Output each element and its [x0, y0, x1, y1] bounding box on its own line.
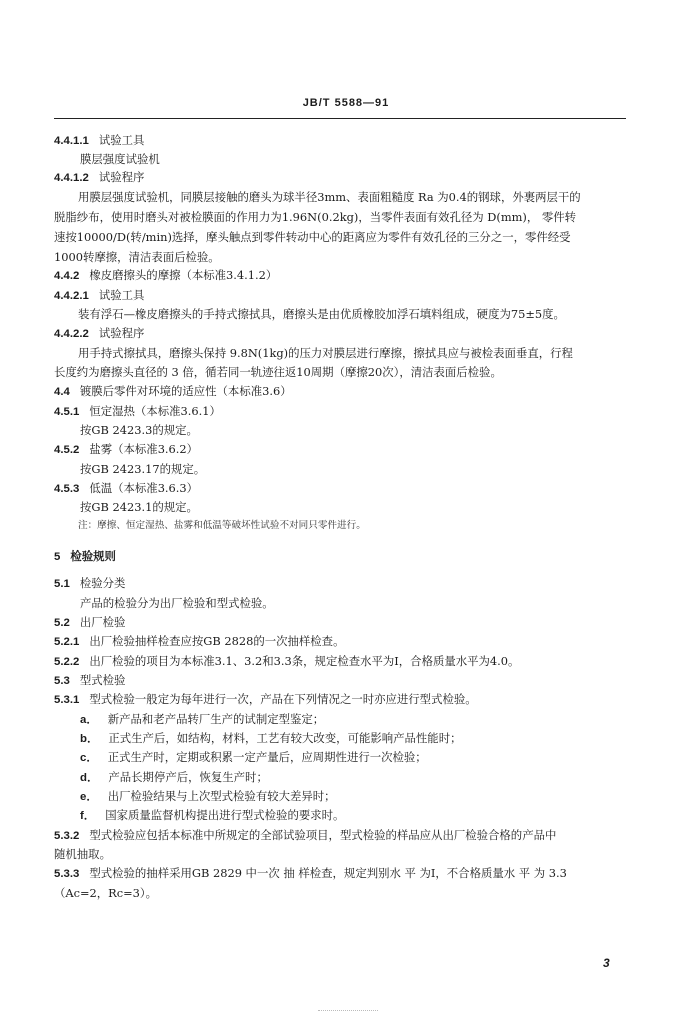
line-5-3-1: 5.3.1 型式检验一般定为每年进行一次，产品在下列情况之一时亦应进行型式检验。 [54, 692, 477, 706]
list-item-c: c． 正式生产时，定期或积累一定产量后，应周期性进行一次检验； [80, 750, 427, 764]
line-inspection-types: 产品的检验分为出厂检验和型式检验。 [80, 596, 274, 610]
line-random-sampling: 随机抽取。 [54, 847, 111, 861]
line-instrument: 膜层强度试验机 [80, 152, 160, 166]
footer-mark [318, 1010, 378, 1014]
section-5-heading: 5 检验规则 [54, 549, 116, 563]
header-rule [54, 118, 626, 119]
document-header: JB/T 5588—91 [302, 97, 390, 109]
line-ac-rc: （Ac=2，Rc=3）。 [54, 886, 158, 900]
line-4-4-1-1: 4.4.1.1 试验工具 [54, 133, 145, 147]
line-5-3-2: 5.3.2 型式检验应包括本标准中所规定的全部试验项目，型式检验的样品应从出厂检验合格的产品中 [54, 828, 557, 842]
line-para-1: 用膜层强度试验机，同膜层接触的磨头为球半径3mm、表面粗糙度 Ra 为0.4的钢球，外裹两层干的 [78, 190, 581, 204]
line-5-2: 5.2 出厂检验 [54, 615, 126, 629]
line-4-5-3: 4.5.3 低温（本标准3.6.3） [54, 481, 199, 495]
line-para-2: 脱脂纱布，使用时磨头对被检膜面的作用力为1.96N(0.2kg)，当零件表面有效孔径为 D(mm)， 零件转 [54, 210, 577, 224]
line-4-4-2-2: 4.4.2.2 试验程序 [54, 326, 145, 340]
line-5-3: 5.3 型式检验 [54, 673, 126, 687]
line-para-6: 用手持式擦拭具，磨擦头保持 9.8N(1kg)的压力对膜层进行摩擦，擦拭具应与被检表面垂直，行程 [78, 346, 573, 360]
line-para-5: 装有浮石—橡皮磨擦头的手持式擦拭具，磨擦头是由优质橡胶加浮石填料组成，硬度为75±5度。 [78, 307, 565, 321]
line-4-5-1: 4.5.1 恒定湿热（本标准3.6.1） [54, 404, 221, 418]
list-item-f: f． 国家质量监督机构提出进行型式检验的要求时。 [80, 808, 345, 822]
line-5-3-3: 5.3.3 型式检验的抽样采用GB 2829 中一次 抽 样检查，规定判别水 平 为Ⅰ，不合格质量水 平 为 3.3 [54, 866, 567, 880]
line-5-2-2: 5.2.2 出厂检验的项目为本标准3.1、3.2和3.3条，规定检查水平为Ⅰ，合格质量水平为4.0。 [54, 654, 520, 668]
line-4-5-2: 4.5.2 盐雾（本标准3.6.2） [54, 442, 199, 456]
line-5-2-1: 5.2.1 出厂检验抽样检查应按GB 2828的一次抽样检查。 [54, 634, 345, 648]
list-item-a: a． 新产品和老产品转厂生产的试制定型鉴定； [80, 712, 325, 726]
line-4-4: 4.4 镀膜后零件对环境的适应性（本标准3.6） [54, 384, 292, 398]
line-gb-2423-1: 按GB 2423.1的规定。 [80, 500, 198, 514]
list-item-e: e． 出厂检验结果与上次型式检验有较大差异时； [80, 789, 336, 803]
list-item-b: b． 正式生产后，如结构，材料，工艺有较大改变，可能影响产品性能时； [80, 731, 462, 745]
line-5-1: 5.1 检验分类 [54, 576, 126, 590]
list-item-d: d． 产品长期停产后，恢复生产时； [80, 770, 268, 784]
line-para-4: 1000转摩擦，清洁表面后检验。 [54, 250, 220, 264]
line-4-4-1-2: 4.4.1.2 试验程序 [54, 170, 145, 184]
line-para-3: 速按10000/D(转/min)选择，摩头触点到零件转动中心的距离应为零件有效孔径的三分之一，零件经受 [54, 230, 571, 244]
line-para-7: 长度约为磨擦头直径的 3 倍，循若同一轨迹往返10周期（摩擦20次），清洁表面后检验。 [54, 365, 502, 379]
note-destructive-tests: 注：摩擦、恒定湿热、盐雾和低温等破坏性试验不对同只零件进行。 [78, 520, 366, 531]
line-4-4-2-1: 4.4.2.1 试验工具 [54, 288, 145, 302]
line-gb-2423-17: 按GB 2423.17的规定。 [80, 462, 206, 476]
line-4-4-2: 4.4.2 橡皮磨擦头的摩擦（本标准3.4.1.2） [54, 268, 278, 282]
line-gb-2423-3: 按GB 2423.3的规定。 [80, 423, 198, 437]
page-number: 3 [603, 956, 610, 970]
